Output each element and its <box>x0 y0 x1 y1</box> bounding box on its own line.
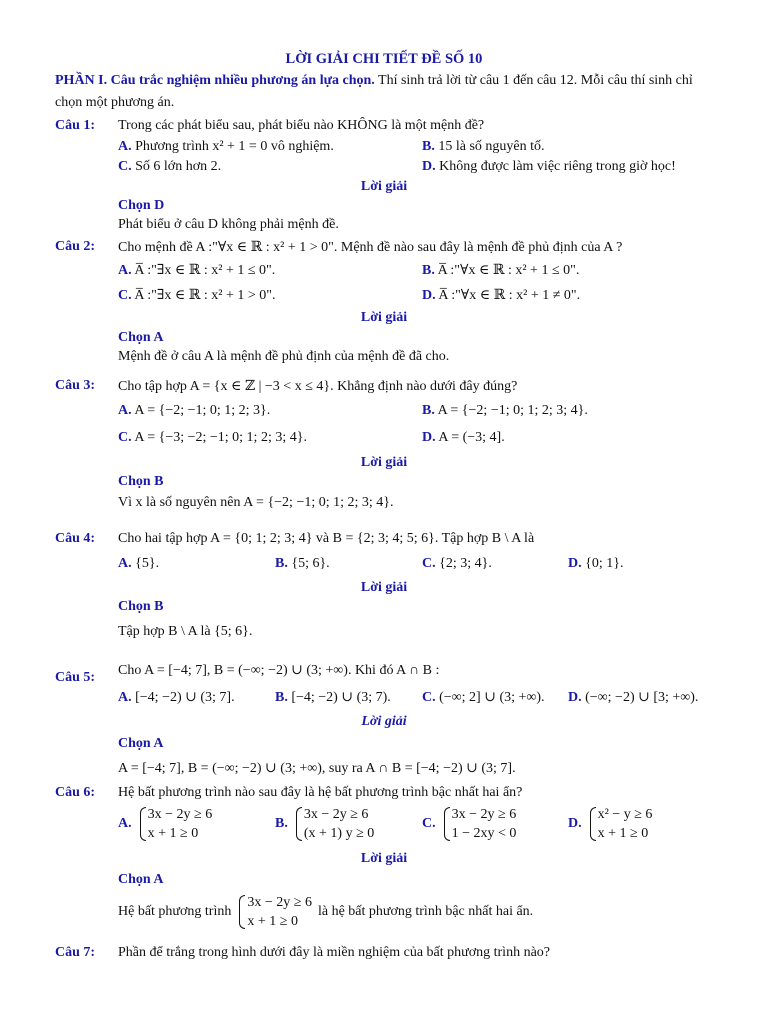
option-key: B. <box>422 263 435 278</box>
q2-text: Cho mệnh đề A :"∀x ∈ ℝ : x² + 1 > 0". Mệnh đề nào sau đây là mệnh đề phủ định của A ? <box>118 240 623 255</box>
q5-text: Cho A = [−4; 7], B = (−∞; −2) ∪ (3; +∞). Khi đó A ∩ B : <box>118 663 440 678</box>
q5-option-d <box>568 689 698 706</box>
intro-paragraph <box>55 70 715 114</box>
option-key: D. <box>568 690 582 705</box>
option-text: A̅ :"∀x ∈ ℝ : x² + 1 ≤ 0". <box>437 263 580 278</box>
option-text: [−4; −2) ∪ (3; 7]. <box>135 690 235 705</box>
system-bracket <box>138 805 213 843</box>
system-line: x + 1 ≥ 0 <box>597 826 649 841</box>
option-key: B. <box>422 403 435 418</box>
option-text: {0; 1}. <box>585 556 624 571</box>
system-line: (x + 1) y ≥ 0 <box>303 826 375 841</box>
option-text: (−∞; −2) ∪ [3; +∞). <box>585 690 699 705</box>
q5-option-b <box>275 689 391 706</box>
option-key: B. <box>275 816 288 831</box>
q3-solution-heading: Lời giải <box>360 455 408 470</box>
option-text: {2; 3; 4}. <box>439 556 492 571</box>
system-line: 3x − 2y ≥ 6 <box>451 807 517 822</box>
option-key: D. <box>568 556 582 571</box>
option-key: A. <box>118 263 132 278</box>
system-bracket <box>237 893 312 931</box>
system-line: x² − y ≥ 6 <box>597 807 653 822</box>
q1-text: Trong các phát biểu sau, phát biểu nào KHÔNG là một mệnh đề? <box>118 118 485 133</box>
q3-label: Câu 3: <box>55 378 96 393</box>
q3-explanation: Vì x là số nguyên nên A = {−2; −1; 0; 1; 2; 3; 4}. <box>118 495 394 510</box>
q7-text: Phần để trắng trong hình dưới đây là miền nghiệm của bất phương trình nào? <box>118 945 550 960</box>
q6-label: Câu 6: <box>55 785 96 800</box>
q4-option-b <box>275 556 330 572</box>
q1-option-b <box>422 139 545 155</box>
q7-label: Câu 7: <box>55 945 96 960</box>
q2-label: Câu 2: <box>55 239 96 254</box>
q1-option-a <box>118 139 334 155</box>
q5-solution-heading: Lời giải <box>361 714 407 729</box>
q6-option-d <box>568 805 652 843</box>
system-line: x + 1 ≥ 0 <box>247 914 298 929</box>
explanation-text: Hệ bất phương trình <box>118 904 232 919</box>
option-key: D. <box>568 816 582 831</box>
q4-option-c <box>422 556 492 572</box>
q4-label: Câu 4: <box>55 531 96 546</box>
q4-answer: Chọn B <box>118 599 164 614</box>
q2-solution-heading: Lời giải <box>360 310 408 325</box>
option-text: A = {−2; −1; 0; 1; 2; 3; 4}. <box>437 403 588 418</box>
system-bracket <box>442 805 517 843</box>
option-text: A̅ :"∀x ∈ ℝ : x² + 1 ≠ 0". <box>438 288 581 303</box>
system-line: 3x − 2y ≥ 6 <box>147 807 213 822</box>
q5-option-a <box>118 689 235 706</box>
q3-option-a <box>118 403 270 419</box>
option-text: A = {−2; −1; 0; 1; 2; 3}. <box>134 403 271 418</box>
option-key: B. <box>275 556 288 571</box>
q2-option-c <box>118 287 276 304</box>
option-key: A. <box>118 403 132 418</box>
option-key: C. <box>118 430 132 445</box>
option-text: A = {−3; −2; −1; 0; 1; 2; 3; 4}. <box>134 430 307 445</box>
option-text: (−∞; 2] ∪ (3; +∞). <box>439 690 545 705</box>
q2-option-d <box>422 287 580 304</box>
part-heading: PHẦN I. Câu trắc nghiệm nhiều phương án lựa chọn. <box>55 73 375 88</box>
q6-option-a <box>118 805 212 843</box>
q3-text: Cho tập hợp A = {x ∈ ℤ | −3 < x ≤ 4}. Khẳng định nào dưới đây đúng? <box>118 379 518 394</box>
option-key: A. <box>118 139 132 154</box>
system-line: x + 1 ≥ 0 <box>147 826 199 841</box>
option-text: Không được làm việc riêng trong giờ học! <box>439 159 676 174</box>
q1-answer: Chọn D <box>118 198 165 213</box>
q3-option-c <box>118 430 307 446</box>
option-text: 15 là số nguyên tố. <box>438 139 545 154</box>
option-text: {5; 6}. <box>291 556 330 571</box>
explanation-text: là hệ bất phương trình bậc nhất hai ẩn. <box>317 904 534 919</box>
q1-option-d <box>422 159 676 175</box>
q6-answer: Chọn A <box>118 872 164 887</box>
system-bracket <box>294 805 374 843</box>
option-key: A. <box>118 816 132 831</box>
q6-option-b <box>275 805 374 843</box>
q2-explanation: Mệnh đề ở câu A là mệnh đề phủ định của mệnh đề đã cho. <box>118 349 450 364</box>
q5-answer: Chọn A <box>118 736 164 751</box>
system-line: 3x − 2y ≥ 6 <box>303 807 369 822</box>
q5-label: Câu 5: <box>55 670 96 685</box>
q4-option-d <box>568 556 623 572</box>
q6-solution-heading: Lời giải <box>360 851 408 866</box>
system-line: 1 − 2xy < 0 <box>451 826 517 841</box>
option-key: B. <box>422 139 435 154</box>
q1-label: Câu 1: <box>55 118 96 133</box>
q4-solution-heading: Lời giải <box>360 580 408 595</box>
page-title: LỜI GIẢI CHI TIẾT ĐỀ SỐ 10 <box>285 51 483 67</box>
option-key: D. <box>422 159 436 174</box>
q2-option-a <box>118 262 275 279</box>
q3-option-d <box>422 430 505 446</box>
q2-option-b <box>422 262 579 279</box>
q1-solution-heading: Lời giải <box>360 179 408 194</box>
option-key: C. <box>422 690 436 705</box>
q4-option-a <box>118 556 159 572</box>
option-text: A̅ :"∃x ∈ ℝ : x² + 1 ≤ 0". <box>134 263 276 278</box>
q1-explanation: Phát biểu ở câu D không phải mệnh đề. <box>118 217 339 232</box>
q3-option-b <box>422 403 588 419</box>
q6-option-c <box>422 805 516 843</box>
system-bracket <box>588 805 653 843</box>
q3-answer: Chọn B <box>118 474 164 489</box>
q2-answer: Chọn A <box>118 330 164 345</box>
option-text: A = (−3; 4]. <box>438 430 505 445</box>
option-key: A. <box>118 556 132 571</box>
option-key: C. <box>422 556 436 571</box>
option-key: D. <box>422 288 436 303</box>
q1-option-c <box>118 159 221 175</box>
q6-text: Hệ bất phương trình nào sau đây là hệ bất phương trình bậc nhất hai ẩn? <box>118 785 523 800</box>
option-key: C. <box>118 288 132 303</box>
option-text: A̅ :"∃x ∈ ℝ : x² + 1 > 0". <box>134 288 276 303</box>
option-text: {5}. <box>135 556 160 571</box>
option-key: A. <box>118 690 132 705</box>
q4-explanation: Tập hợp B \ A là {5; 6}. <box>118 624 253 639</box>
option-text: [−4; −2) ∪ (3; 7). <box>291 690 391 705</box>
q6-explanation <box>118 893 533 931</box>
option-text: Số 6 lớn hơn 2. <box>135 159 222 174</box>
q5-option-c <box>422 689 545 706</box>
option-key: B. <box>275 690 288 705</box>
option-key: C. <box>118 159 132 174</box>
system-line: 3x − 2y ≥ 6 <box>247 895 312 910</box>
q4-text: Cho hai tập hợp A = {0; 1; 2; 3; 4} và B = {2; 3; 4; 5; 6}. Tập hợp B \ A là <box>118 531 535 546</box>
option-key: C. <box>422 816 436 831</box>
option-key: D. <box>422 430 436 445</box>
option-text: Phương trình x² + 1 = 0 vô nghiệm. <box>135 139 334 154</box>
q5-explanation: A = [−4; 7], B = (−∞; −2) ∪ (3; +∞), suy ra A ∩ B = [−4; −2) ∪ (3; 7]. <box>118 761 516 776</box>
intro-text: Thí sinh trả lời từ câu 1 đến câu 12. Mỗi câu thí sinh chỉ chọn một phương án. <box>55 73 693 110</box>
